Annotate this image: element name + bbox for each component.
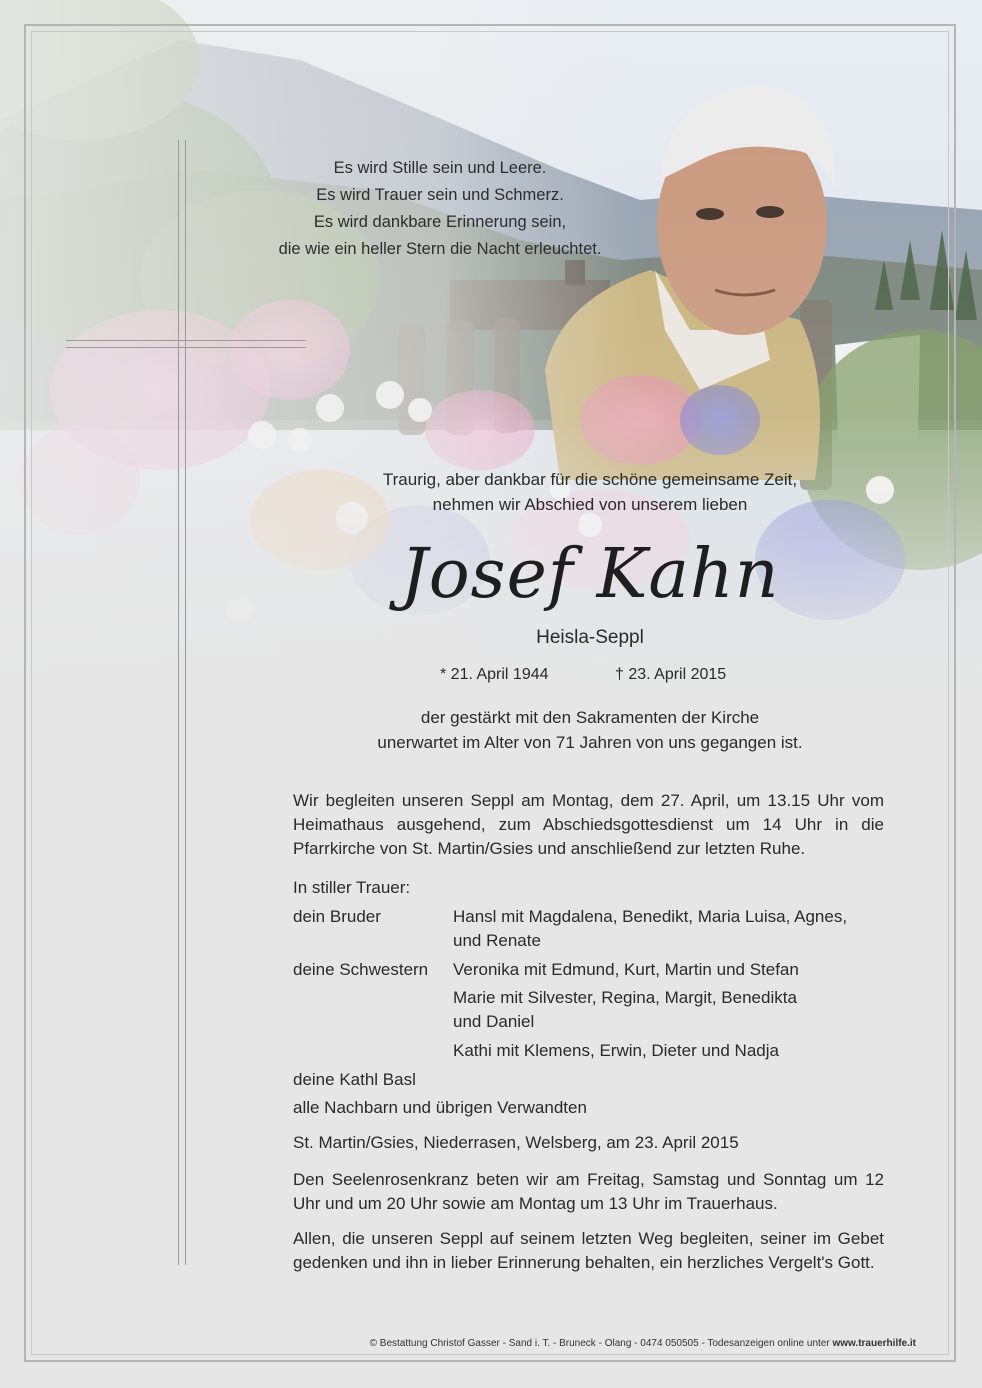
footer-text: © Bestattung Christof Gasser - Sand i. T. - Bruneck - Olang - 0474 050505 - Todesanzeigen online unter xyxy=(369,1338,833,1349)
cross-vertical-line xyxy=(185,140,186,1265)
mourner-names xyxy=(453,1039,873,1063)
rosary-text: Den Seelenrosenkranz beten wir am Freitag, Samstag und Sonntag um 12 Uhr und um 20 Uhr sowie am Montag um 13 Uhr im Trauerhaus. xyxy=(293,1170,884,1213)
intro-line: Traurig, aber dankbar für die schöne gemeinsame Zeit, xyxy=(382,470,798,489)
other-mourner: alle Nachbarn und übrigen Verwandten xyxy=(293,1098,587,1117)
poem-line: die wie ein heller Stern die Nacht erleuchtet. xyxy=(278,240,602,258)
poem-line: Es wird Stille sein und Leere. xyxy=(333,159,547,177)
poem xyxy=(220,155,660,263)
footer xyxy=(294,1338,916,1349)
sacrament-text xyxy=(300,705,880,755)
sacrament-line: unerwartet im Alter von 71 Jahren von uns gegangen ist. xyxy=(377,733,803,752)
sacrament-line: der gestärkt mit den Sakramenten der Kirche xyxy=(420,708,760,727)
mourner-relation: deine Schwestern xyxy=(293,960,429,979)
mourner-names-line: Veronika mit Edmund, Kurt, Martin und Stefan xyxy=(453,960,799,979)
deceased-nickname: Heisla-Seppl xyxy=(536,627,644,648)
poem-line: Es wird dankbare Erinnerung sein, xyxy=(313,213,567,231)
place-date: St. Martin/Gsies, Niederrasen, Welsberg, am 23. April 2015 xyxy=(293,1133,739,1152)
mourner-names-line: und Renate xyxy=(453,931,541,950)
deceased-name: Josef Kahn xyxy=(400,535,780,614)
mourner-names-line: Kathi mit Klemens, Erwin, Dieter und Nadja xyxy=(453,1041,779,1060)
mourner-names xyxy=(453,905,873,953)
cross-vertical-line xyxy=(178,140,179,1265)
mourner-names xyxy=(453,986,873,1034)
mourner-relation: dein Bruder xyxy=(293,907,381,926)
cross-horizontal-line xyxy=(66,347,306,348)
thanks-text: Allen, die unseren Seppl auf seinem letzten Weg begleiten, seiner im Gebet gedenken und ihn in lieber Erinnerung behalten, ein herzliches Vergelt's Gott. xyxy=(293,1229,884,1272)
cross-horizontal-line xyxy=(66,340,306,341)
death-date: † 23. April 2015 xyxy=(615,666,727,683)
funeral-text: Wir begleiten unseren Seppl am Montag, dem 27. April, um 13.15 Uhr vom Heimathaus ausgehend, zum Abschiedsgottesdienst um 14 Uhr in die Pfarrkirche von St. Martin/Gsies und anschließend zur letzten Ruhe. xyxy=(293,791,884,858)
mourner-names-line: und Daniel xyxy=(453,1012,535,1031)
poem-line: Es wird Trauer sein und Schmerz. xyxy=(316,186,564,204)
other-mourner: deine Kathl Basl xyxy=(293,1070,416,1089)
mourner-names-line: Hansl mit Magdalena, Benedikt, Maria Luisa, Agnes, xyxy=(453,907,848,926)
intro-line: nehmen wir Abschied von unserem lieben xyxy=(432,495,748,514)
footer-link[interactable]: www.trauerhilfe.it xyxy=(832,1338,916,1349)
birth-date: * 21. April 1944 xyxy=(440,666,549,683)
mourner-names-line: Marie mit Silvester, Regina, Margit, Benedikta xyxy=(453,988,797,1007)
mourner-names xyxy=(453,958,873,982)
mourners-label: In stiller Trauer: xyxy=(293,878,411,897)
intro-text xyxy=(300,467,880,517)
